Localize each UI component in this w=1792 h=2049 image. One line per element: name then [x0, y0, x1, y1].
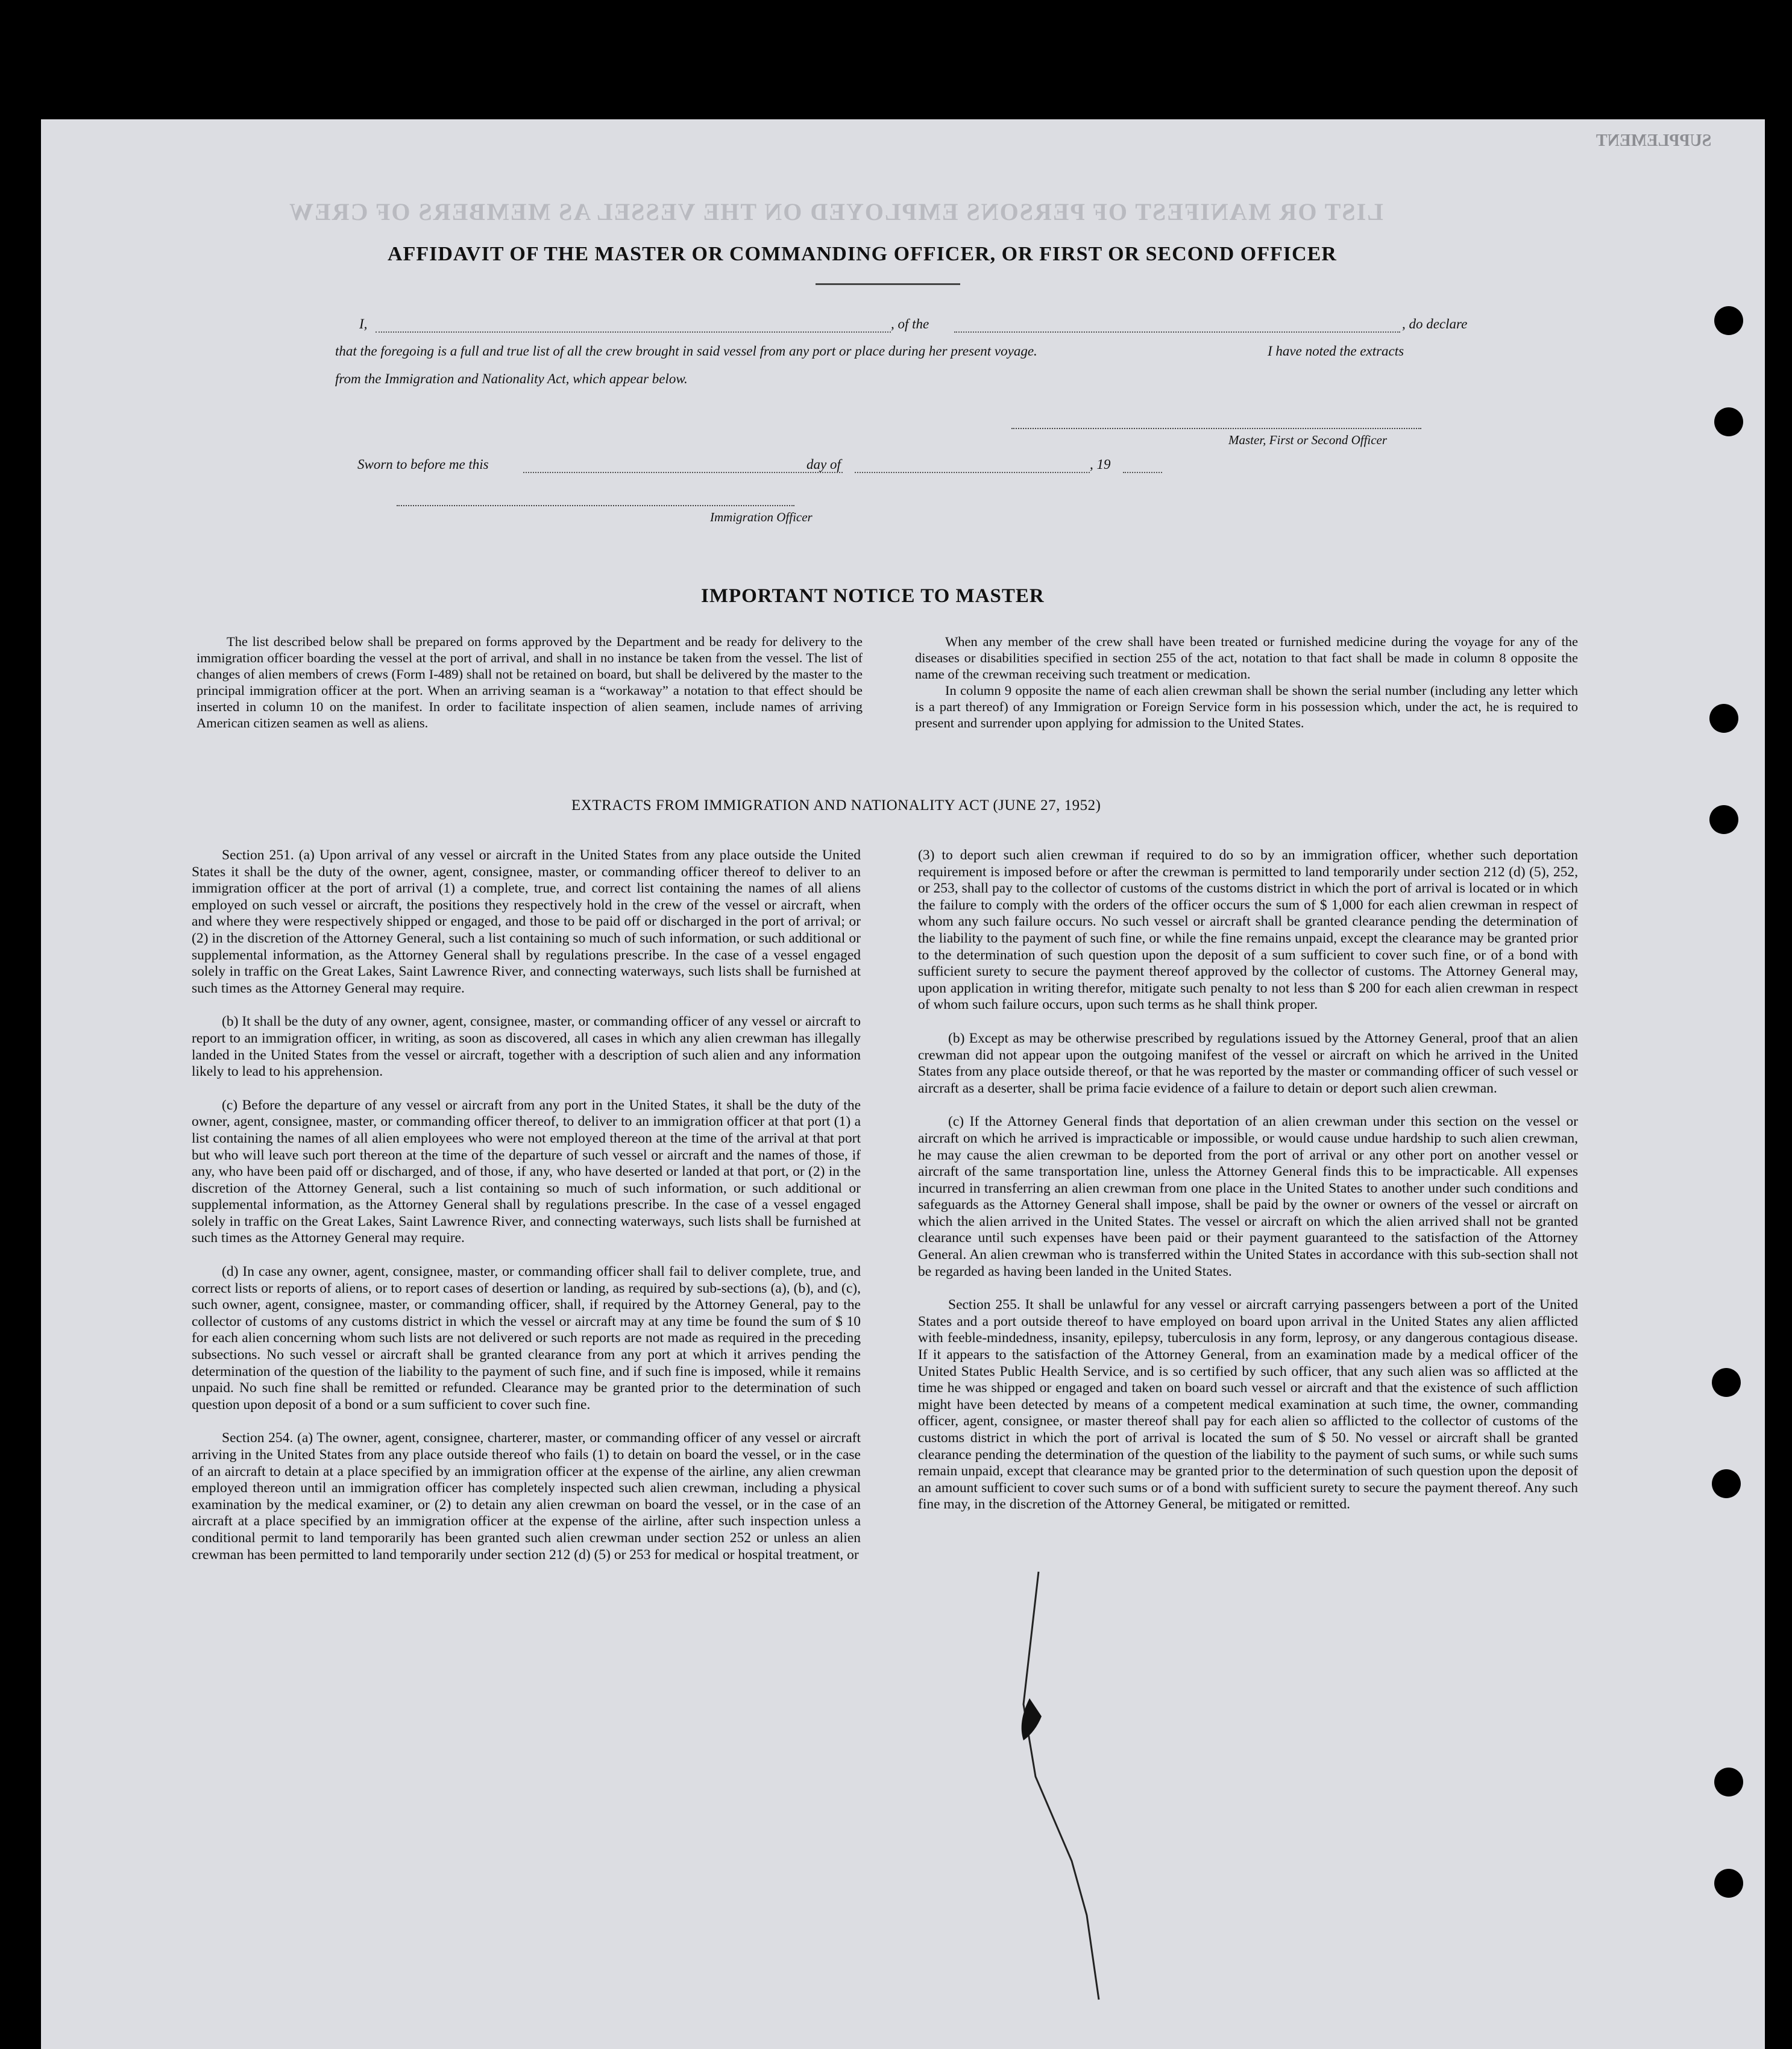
sworn-label: Sworn to before me this [357, 457, 489, 472]
month-fill-line [855, 472, 1090, 473]
day-of-label: day of [806, 457, 841, 472]
master-label: Master, First or Second Officer [1228, 433, 1388, 447]
sworn-day-fill-line [523, 472, 843, 473]
officer-signature-line [397, 505, 794, 506]
tear-mark [981, 1523, 1126, 2006]
document-page [41, 119, 1765, 2049]
extract-paragraph: (d) In case any owner, agent, consignee, master, or commanding officer shall fail to deliver complete, true, and correct lists or reports of aliens, or to report cases of desertion or landing, as required by sub-sections (a), (b), and (c), such owner, agent, consignee, master, or commanding officer, shall, if required by the Attorney General, pay to the collector of customs of any customs district in which the vessel or aircraft may at any time be found the sum of $ 10 for each alien concerning whom such lists are not delivered or such reports are not made as required in the preceding subsections. No such vessel or aircraft shall be granted clearance from any port at which it arrives pending the determination of the question of the liability to the payment of such fine, and if such fine is imposed, while it remains unpaid. No such fine shall be remitted or refunded. Clearance may be granted prior to the determination of such question upon deposit of a bond or a sum sufficient to cover such fine. [192, 1264, 861, 1413]
name-fill-line [376, 331, 891, 333]
affidavit-statement-b: I have noted the extracts [1268, 344, 1404, 359]
notice-title: IMPORTANT NOTICE TO MASTER [701, 585, 1045, 607]
punch-hole [1712, 1368, 1741, 1397]
notice-left-column [196, 633, 863, 731]
extract-paragraph: Section 251. (a) Upon arrival of any vessel or aircraft in the United States from any place outside the United States it shall be the duty of the owner, agent, consignee, master, or commanding officer thereof to deliver to an immigration officer at the port of arrival (1) a complete, true, and correct list containing the names of all aliens employed on such vessel or aircraft, the positions they respectively hold in the crew of the vessel or aircraft, when and where they were respectively shipped or engaged, and those to be paid off or discharged in the port of arrival; or (2) in the discretion of the Attorney General, such a list containing so much of such information, or such additional or supplemental information, as the Attorney General shall by regulations prescribe. In the case of a vessel engaged solely in traffic on the Great Lakes, Saint Lawrence River, and connecting waterways, such lists shall be furnished at such times as the Attorney General may require. [192, 847, 861, 996]
extracts-left-column [192, 847, 861, 1563]
punch-hole [1714, 407, 1743, 436]
master-signature-line [1011, 428, 1421, 429]
affidavit-declare: , do declare [1402, 316, 1468, 331]
bleed-through-heading: LIST OR MANIFEST OF PERSONS EMPLOYED ON THE VESSEL AS MEMBERS OF CREW [288, 198, 1383, 225]
extracts-right-column [918, 847, 1578, 1513]
extract-paragraph: (c) Before the departure of any vessel or aircraft from any port in the United States, it shall be the duty of the owner, agent, consignee, master, or commanding officer thereof, to deliver to an immigration officer at that port (1) a list containing the names of all alien employees who were not employed thereon at the time of the arrival at that port but who will leave such port thereon at the time of the departure of such vessel or aircraft and the names of those, if any, who have been paid off or discharged, and of those, if any, who have deserted or landed at that port, or (2) in the discretion of the Attorney General, such a list containing so much of such information, or such additional or supplemental information, as the Attorney General shall by regulations prescribe. In the case of a vessel engaged solely in traffic on the Great Lakes, Saint Lawrence River, and connecting waterways, such lists shall be furnished at such times as the Attorney General may require. [192, 1097, 861, 1246]
year-label: , 19 [1090, 457, 1111, 472]
notice-paragraph: In column 9 opposite the name of each alien crewman shall be shown the serial number (including any letter which is a part thereof) of any Immigration or Foreign Service form in his possession which, under the act, he is required to present and surrender upon applying for admission to the United States. [915, 683, 1578, 730]
punch-hole [1709, 805, 1738, 834]
extract-paragraph: Section 255. It shall be unlawful for any vessel or aircraft carrying passengers between a port of the United States and a port outside thereof to have employed on board upon arrival in the United States any alien afflicted with feeble-mindedness, insanity, epilepsy, tuberculosis in any form, leprosy, or any dangerous contagious disease. If it appears to the satisfaction of the Attorney General, from an examination made by a medical officer of the United States Public Health Service, and is so certified by such officer, that any such alien was so afflicted at the time he was shipped or engaged and taken on board such vessel or aircraft and that the existence of such affliction might have been detected by means of a competent medical examination at such time, the owner, commanding officer, agent, consignee, or master thereof shall pay for each alien so afflicted to the collector of customs of the customs district in which the port of arrival is located the sum of $ 50. No vessel or aircraft shall be granted clearance pending the determination of the question of the liability to the payment of such sums, or while such sums remain unpaid, except that clearance may be granted prior to the determination of such question upon the deposit of an amount sufficient to cover such sums or of a bond with sufficient surety to secure the payment thereof. Any such fine may, in the discretion of the Attorney General, be mitigated or remitted. [918, 1297, 1578, 1513]
officer-label: Immigration Officer [710, 510, 813, 524]
affidavit-title: AFFIDAVIT OF THE MASTER OR COMMANDING OFFICER, OR FIRST OR SECOND OFFICER [388, 243, 1337, 265]
affidavit-i: I, [359, 316, 368, 331]
extract-paragraph: (b) Except as may be otherwise prescribed by regulations issued by the Attorney General, proof that an alien crewman did not appear upon the outgoing manifest of the vessel or aircraft on which he arrived in the United States from any place outside thereof, or that he was reported by the master or commanding officer of such vessel or aircraft as a deserter, shall be prima facie evidence of a failure to detain or deport such alien crewman. [918, 1030, 1578, 1096]
extract-paragraph: (b) It shall be the duty of any owner, agent, consignee, master, or commanding officer of any vessel or aircraft to report to an immigration officer, in writing, as soon as discovered, all cases in which any alien crewman has illegally landed in the United States from the vessel or aircraft, together with a description of such alien and any information likely to lead to his apprehension. [192, 1014, 861, 1080]
extract-paragraph: (3) to deport such alien crewman if required to do so by an immigration officer, whether such deportation requirement is imposed before or after the crewman is permitted to land temporarily under section 212 (d) (5), 252, or 253, shall pay to the collector of customs of the customs district in which the port of arrival is located or in which the failure to comply with the orders of the officer occurs the sum of $ 1,000 for each alien crewman in respect of whom any such failure occurs. No such vessel or aircraft shall be granted clearance pending the determination of the liability to the payment of such fine, or while the fine remains unpaid, except the clearance may be granted prior to the determination of such question upon the deposit of a sum sufficient to cover such fine, or of a bond with sufficient surety to secure the payment thereof approved by the collector of customs. The Attorney General may, upon application in writing therefor, mitigate such penalty to not less than $ 200 for each alien crewman in respect of whom such failure occurs, upon such terms as he shall think proper. [918, 847, 1578, 1013]
affidavit-of-the: , of the [891, 316, 929, 331]
notice-paragraph: The list described below shall be prepared on forms approved by the Department and be ready for delivery to the immigration officer boarding the vessel at the port of arrival, and shall in no instance be taken from the vessel. The list of changes of alien members of crews (Form I-489) shall not be retained on board, but shall be delivered by the master to the principal immigration officer at the port. When an arriving seaman is a “workaway” a notation to that effect should be inserted in column 10 on the manifest. In order to facilitate inspection of alien seamen, include names of arriving American citizen seamen as well as aliens. [196, 634, 863, 730]
punch-hole [1714, 1869, 1743, 1898]
extracts-title: EXTRACTS FROM IMMIGRATION AND NATIONALITY ACT (JUNE 27, 1952) [571, 797, 1101, 814]
bleed-through-stamp: SUPPLEMENT [1596, 131, 1712, 150]
affidavit-statement-c: from the Immigration and Nationality Act, which appear below. [335, 371, 688, 386]
extract-paragraph: (c) If the Attorney General finds that deportation of an alien crewman under this section on the vessel or aircraft on which he arrived is impracticable or impossible, or would cause undue hardship to such alien crewman, he may cause the alien crewman to be deported from the port of arrival or any other port on another vessel or aircraft of the same transportation line, unless the Attorney General finds this to be impracticable. All expenses incurred in transferring an alien crewman from one place in the United States to another under such conditions and safeguards as the Attorney General shall impose, shall be paid by the owner or owners of the vessel or aircraft on which the alien arrived in the United States. The vessel or aircraft on which the alien arrived shall not be granted clearance until such expenses have been paid or their payment guaranteed to the satisfaction of the Attorney General. An alien crewman who is transferred within the United States in accordance with this sub-section shall not be regarded as having been landed in the United States. [918, 1114, 1578, 1279]
affidavit-statement: that the foregoing is a full and true list of all the crew brought in said vessel from any port or place during her present voyage. [335, 344, 1037, 359]
vessel-fill-line [954, 331, 1400, 333]
punch-hole [1714, 1768, 1743, 1796]
year-fill-line [1123, 472, 1162, 473]
punch-hole [1709, 704, 1738, 733]
punch-hole [1712, 1469, 1741, 1498]
notice-right-column [915, 633, 1578, 731]
extract-paragraph: Section 254. (a) The owner, agent, consignee, charterer, master, or commanding officer of any vessel or aircraft arriving in the United States from any place outside thereof who fails (1) to detain on board the vessel, or in the case of an aircraft to detain at a place specified by an immigration officer at the expense of the airline, any alien crewman employed thereon until an immigration officer has completely inspected such alien crewman, including a physical examination by the medical examiner, or (2) to detain any alien crewman on board the vessel, or in the case of an aircraft at a place specified by an immigration officer at the expense of the airline, after such inspection unless a conditional permit to land temporarily has been granted such alien crewman under section 252 or unless an alien crewman has been permitted to land temporarily under section 212 (d) (5) or 253 for medical or hospital treatment, or [192, 1430, 861, 1563]
notice-paragraph: When any member of the crew shall have been treated or furnished medicine during the voyage for any of the diseases or disabilities specified in section 255 of the act, notation to that fact shall be made in column 8 opposite the name of the crewman receiving such treatment or medication. [915, 634, 1578, 682]
punch-hole [1714, 306, 1743, 335]
title-underline [816, 283, 960, 285]
